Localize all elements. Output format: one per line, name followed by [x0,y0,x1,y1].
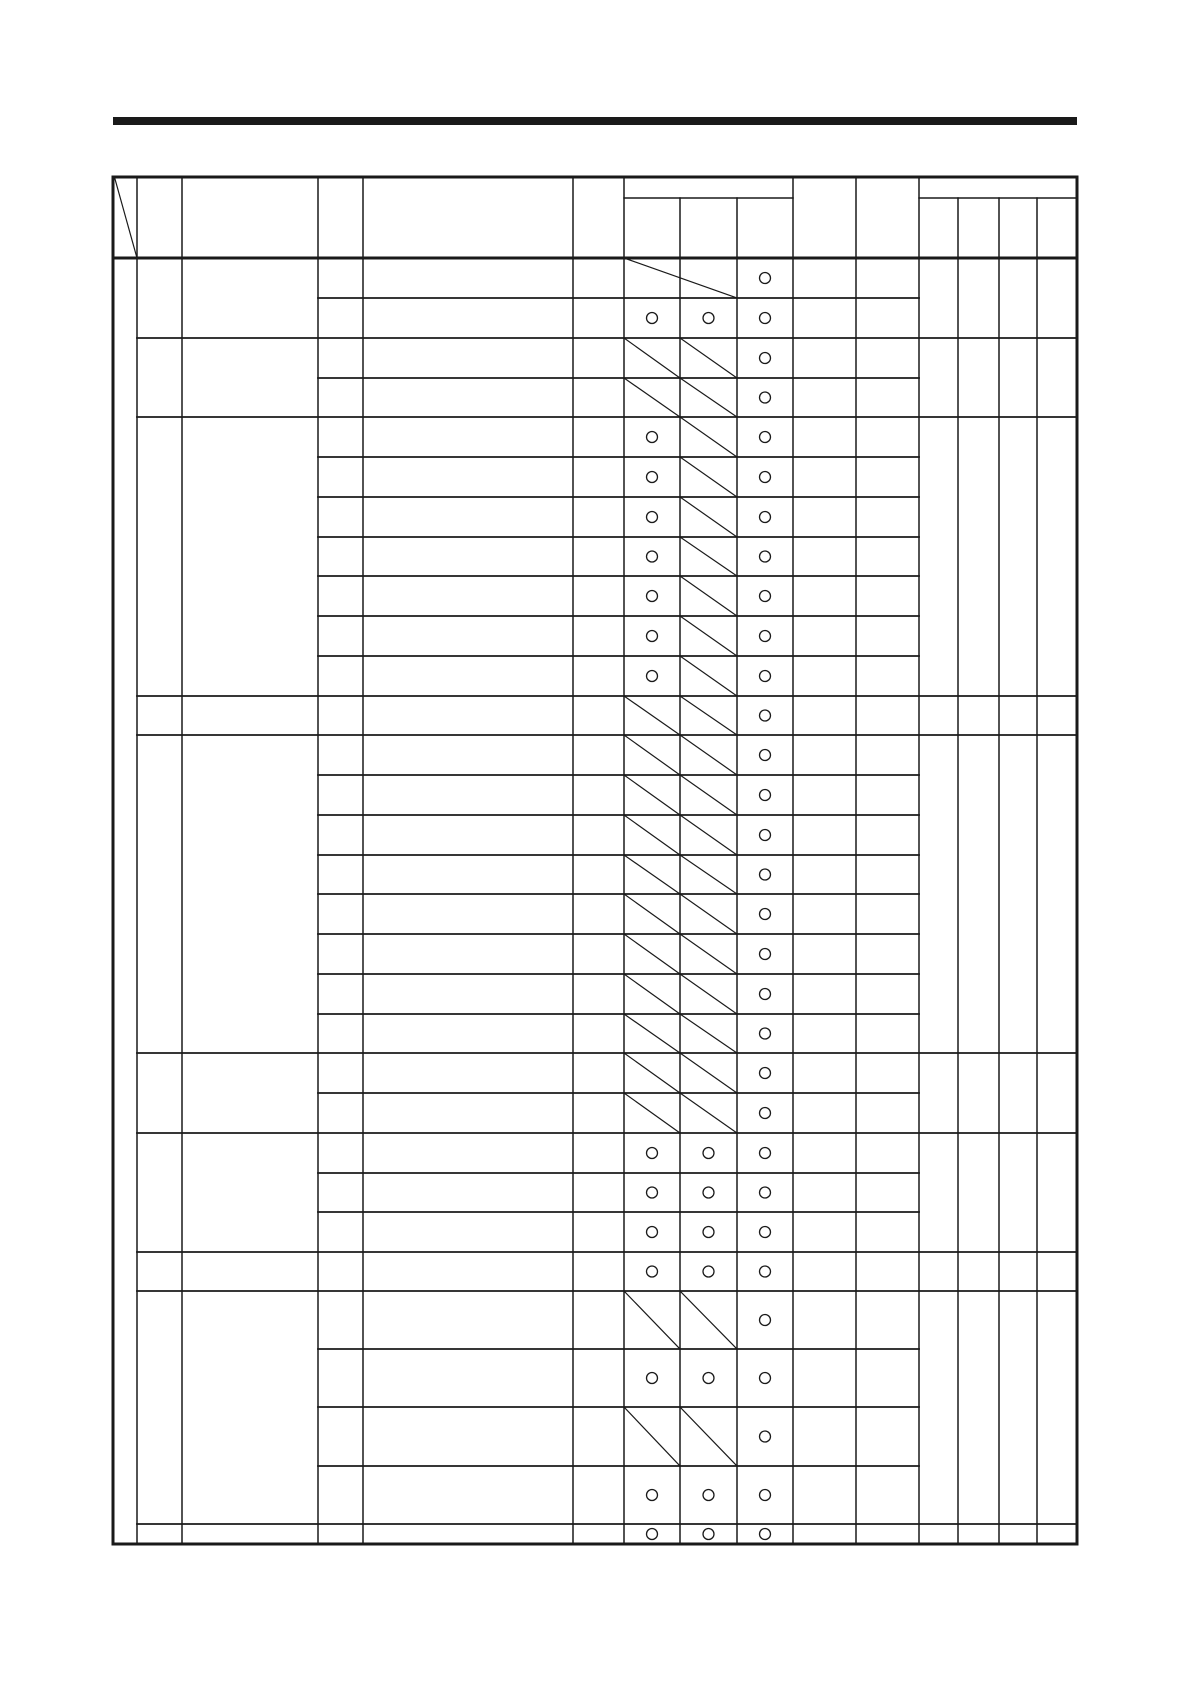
cell-circle-mark [760,869,771,880]
cell-circle-mark [647,1187,658,1198]
cell-diagonal [680,775,737,815]
cell-diagonal [624,1093,680,1133]
cell-diagonal [680,417,737,457]
cell-diagonal [624,1053,680,1093]
cell-circle-mark [760,949,771,960]
cell-diagonal [680,656,737,696]
cell-circle-mark [703,313,714,324]
cell-diagonal [680,1014,737,1053]
cell-circle-mark [647,1266,658,1277]
cell-circle-mark [760,1108,771,1119]
cell-diagonal [680,1291,737,1349]
cell-circle-mark [647,1373,658,1384]
cell-diagonal [624,894,680,934]
cell-circle-mark [760,432,771,443]
cell-circle-mark [760,1068,771,1079]
cell-circle-mark [760,750,771,761]
cell-diagonal [680,815,737,855]
cell-circle-mark [760,710,771,721]
cell-diagonal [624,974,680,1014]
cell-circle-mark [760,273,771,284]
cell-circle-mark [647,313,658,324]
cell-circle-mark [760,1028,771,1039]
cell-circle-mark [647,551,658,562]
header-corner-diagonal [115,179,137,258]
cell-diagonal [624,775,680,815]
cell-circle-mark [760,1266,771,1277]
cell-circle-mark [760,631,771,642]
cell-circle-mark [760,551,771,562]
cell-circle-mark [703,1148,714,1159]
cell-circle-mark [647,1490,658,1501]
cell-diagonal [624,815,680,855]
cell-diagonal [680,1407,737,1466]
cell-diagonal [624,1291,680,1349]
cell-circle-mark [760,1431,771,1442]
cell-circle-mark [760,1315,771,1326]
cell-diagonal [680,855,737,894]
cell-circle-mark [760,671,771,682]
cell-circle-mark [647,591,658,602]
cell-diagonal [680,457,737,497]
cell-circle-mark [760,1148,771,1159]
cell-circle-mark [647,432,658,443]
cell-circle-mark [760,1227,771,1238]
cell-diagonal [624,934,680,974]
cell-diagonal [680,735,737,775]
cell-circle-mark [647,631,658,642]
cell-circle-mark [760,353,771,364]
cell-circle-mark [760,1187,771,1198]
cell-diagonal [680,576,737,616]
cell-diagonal [624,378,680,417]
cell-circle-mark [760,1490,771,1501]
cell-diagonal [624,696,680,735]
cell-circle-mark [760,392,771,403]
cell-diagonal [680,1053,737,1093]
cell-circle-mark [760,909,771,920]
cell-circle-mark [647,671,658,682]
cell-circle-mark [760,790,771,801]
cell-circle-mark [760,591,771,602]
cell-diagonal [680,974,737,1014]
cell-diagonal [680,934,737,974]
cell-circle-mark [703,1529,714,1540]
cell-diagonal [624,1014,680,1053]
cell-circle-mark [760,472,771,483]
cell-circle-mark [760,989,771,1000]
cell-diagonal [680,338,737,378]
cell-circle-mark [647,512,658,523]
cell-circle-mark [703,1266,714,1277]
cell-diagonal [624,855,680,894]
cell-diagonal [680,1093,737,1133]
cell-diagonal [680,378,737,417]
cell-circle-mark [647,1227,658,1238]
cell-diagonal [624,1407,680,1466]
cell-circle-mark [760,830,771,841]
cell-circle-mark [760,313,771,324]
cell-circle-mark [760,1373,771,1384]
cell-diagonal [680,497,737,537]
cell-diagonal [624,338,680,378]
cell-diagonal [680,696,737,735]
cell-circle-mark [647,1529,658,1540]
cell-circle-mark [647,1148,658,1159]
cell-diagonal [680,894,737,934]
cell-circle-mark [703,1187,714,1198]
cell-diagonal [624,735,680,775]
cell-circle-mark [760,512,771,523]
cell-circle-mark [760,1529,771,1540]
cell-circle-mark [703,1373,714,1384]
cell-diagonal [680,616,737,656]
cell-circle-mark [703,1490,714,1501]
cell-diagonal [680,537,737,576]
cell-circle-mark [703,1227,714,1238]
cell-circle-mark [647,472,658,483]
